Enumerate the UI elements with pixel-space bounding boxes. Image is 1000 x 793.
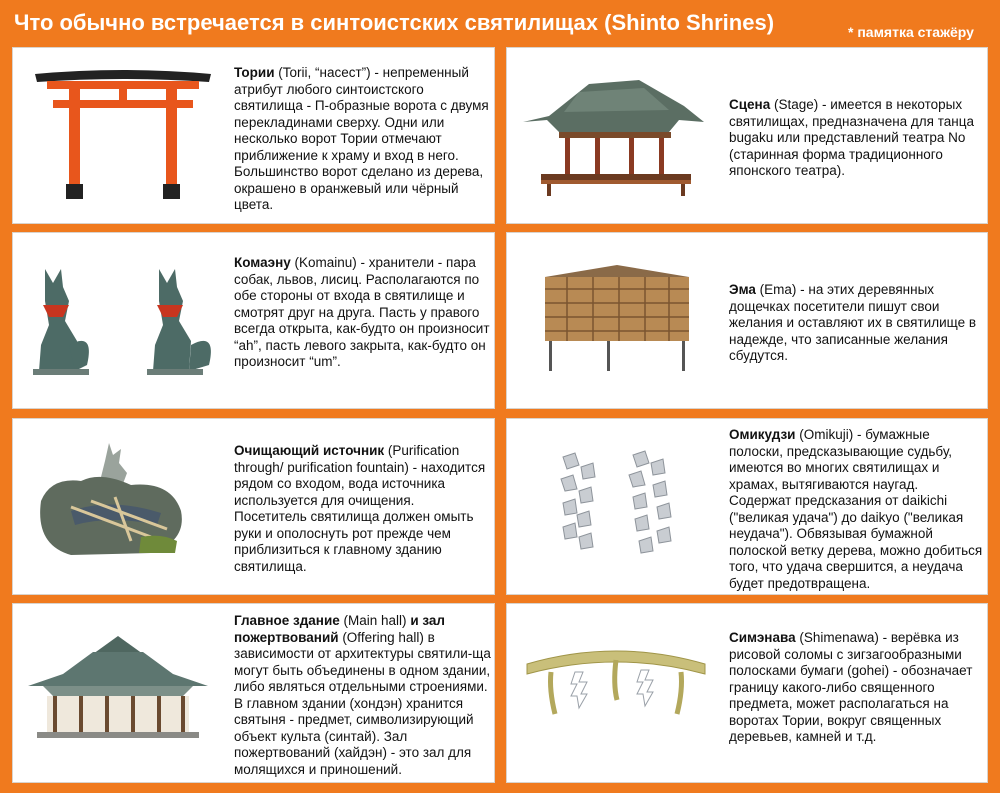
shimenawa-rope-icon [521,644,711,734]
item-text: (Offering hall) в зависимости от архитектуры святили-ща могут быть объединены в одном здании, либо являться отдельными строениями. В главном здании (хондэн) хранится святыня - предмет, символизирующий объект культа (синтай). Зал пожертвований (хайдэн) - это зал для молящихся и приношений. [234,629,491,777]
item-term-2: и зал пожертвований [234,613,445,645]
item-description [729,427,984,592]
card-ema [506,232,988,409]
item-term: Сцена [729,97,771,112]
item-description [234,255,494,371]
item-term: Омикудзи [729,427,796,442]
item-description [729,282,984,365]
card-komainu [12,232,495,409]
card-omikuji [506,418,988,595]
item-description [234,443,489,575]
item-text: (Purification through/ purification fountain) - находится рядом со входом, вода источника используется для очищения. Посетитель святилища должен омыть руки и ополоснуть рот прежде чем приблизиться к главному зданию святилища. [234,443,486,574]
card-torii [12,47,495,224]
card-purification-fountain [12,418,495,595]
main-hall-icon [23,634,213,744]
item-description [729,97,979,180]
item-text: (Omikuji) - бумажные полоски, предсказывающие судьбу, имеются во многих святилищах и храмах, вытягиваются наугад. Содержат предсказания от daikichi ("великая удача") до daikyo ("великая неудача"). Обвязывая бумажной полоской ветку дерева, можно добиться того, что удача свершится, а неудача будет предотвращена. [729,427,983,591]
item-term: Главное здание [234,613,340,628]
item-term: Очищающий источник [234,443,385,458]
item-text: (Ema) - на этих деревянных дощечках посетители пишут свои желания и оставляют их в святилище в надежде, что записанные желания сбудутся. [729,282,977,363]
page-subtitle: * памятка стажёру [848,24,974,40]
card-stage [506,47,988,224]
item-text-mid: (Main hall) [339,613,411,628]
item-text: (Shimenawa) - верёвка из рисовой соломы с зигзагообразными полосками бумаги (gohei) - обозначает границу какого-либо священного предмета, может располагаться на воротах Тории, вокруг священных деревьев, камней и т.д. [729,630,973,744]
item-term: Эма [729,282,756,297]
ema-plaques-icon [537,263,697,373]
item-description [234,65,489,214]
item-text: (Komainu) - хранители - пара собак, львов, лисиц. Располагаются по обе стороны от входа в святилище и смотрят друг на друга. Пасть у правого всегда открыта, как-будто он произносит “ah”, пасть левого закрыта, как-будто он произносит “um”. [234,255,490,369]
item-text: (Stage) - имеется в некоторых святилищах, предназначена для танца bugaku или представлений театра No (старинная форма традиционного японского театра). [729,97,974,178]
fox-statues-icon [25,261,225,381]
item-term: Комаэну [234,255,291,270]
stage-pavilion-icon [519,70,709,200]
omikuji-papers-icon [553,449,703,559]
card-main-hall [12,603,495,783]
purification-fountain-icon [31,441,191,561]
item-term: Симэнава [729,630,796,645]
item-text: (Torii, “насест”) - непременный атрибут любого синтоистского святилища - П-образные ворота с двумя перекладинами сверху. Одни или несколько ворот Тории отмечают приближение к храму и вход в него. Большинство ворот сделано из дерева, окрашено в оранжевый или чёрный цвета. [234,65,489,212]
item-description [729,630,984,746]
torii-gate-icon [33,66,213,206]
card-shimenawa [506,603,988,783]
page-title: Что обычно встречается в синтоистских святилищах (Shinto Shrines) [14,10,775,35]
item-description [234,613,494,778]
item-term: Тории [234,65,275,80]
